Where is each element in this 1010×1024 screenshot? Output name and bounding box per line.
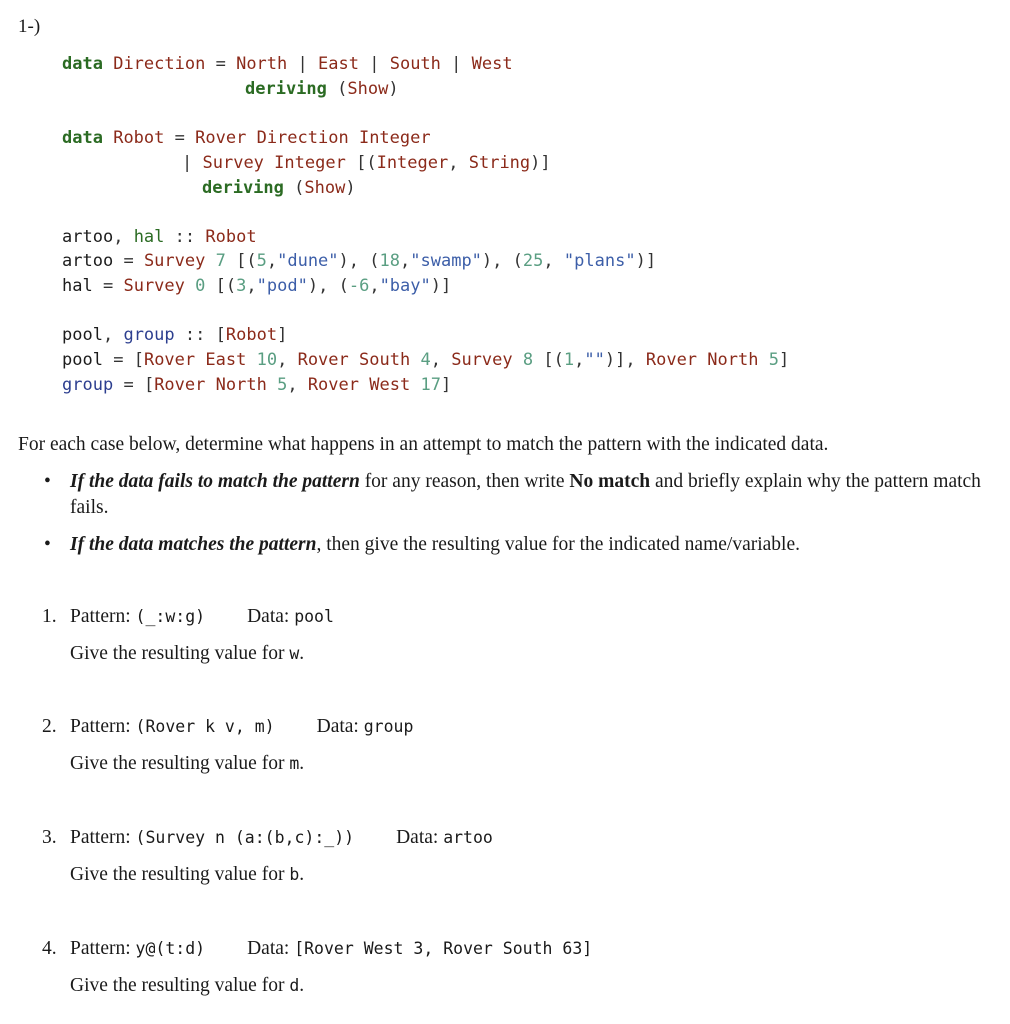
code-token: , (574, 350, 585, 370)
code-line-sig1 (62, 225, 257, 250)
code-token: ] (778, 350, 790, 370)
code-type: East (205, 350, 247, 370)
code-line-sig2 (62, 323, 287, 348)
code-token: ) (345, 178, 356, 198)
code-number: 18 (379, 251, 401, 271)
bullet-dot: • (44, 471, 51, 492)
code-line-artoo-def (62, 249, 656, 274)
intro-text: For each case below, determine what happens in an attempt to match the pattern with the indicated data. (18, 434, 829, 455)
code-type: South (359, 350, 411, 370)
code-type: Rover (195, 128, 247, 148)
code-token: ] (615, 350, 626, 370)
task-pattern-line (70, 938, 592, 960)
code-type: Rover (645, 350, 698, 370)
code-token: | (182, 153, 193, 173)
code-type: Rover (297, 350, 349, 370)
code-token: ) (430, 276, 441, 296)
code-token: ) (307, 276, 319, 296)
code-number: 0 (195, 276, 206, 296)
give-var: w (289, 644, 300, 663)
code-line-hal-def (62, 274, 451, 299)
code-line-robot-decl (62, 126, 431, 151)
code-identifier: hal (133, 227, 165, 247)
code-string: "" (584, 350, 605, 370)
haskell-code-block (62, 0, 790, 395)
give-period: . (299, 643, 305, 664)
code-token: , (102, 325, 114, 345)
bullet2-lead: If the data matches the pattern (70, 534, 317, 555)
code-token: [ (543, 350, 554, 370)
code-type: South (389, 54, 441, 74)
code-number: 17 (420, 375, 441, 395)
code-token: ( (337, 79, 348, 99)
code-token: = (174, 128, 185, 148)
bullet1-tail: and briefly explain why the pattern match fails. (70, 471, 981, 518)
code-type: Robot (205, 227, 257, 247)
code-type: Show (347, 79, 389, 99)
bullet1-lead: If the data fails to match the pattern (70, 471, 360, 492)
task-number: 2. (42, 716, 57, 737)
pattern-label: Pattern: (70, 827, 131, 848)
code-token: , (277, 350, 288, 370)
code-type: North (707, 350, 759, 370)
code-token: [ (236, 251, 247, 271)
pattern-code: (Survey n (a:(b,c):_)) (135, 828, 355, 847)
code-identifier: group (123, 325, 175, 345)
code-number: 5 (256, 251, 267, 271)
code-number: 4 (420, 350, 431, 370)
code-identifier: pool (62, 350, 103, 370)
bullet-text (70, 469, 985, 521)
code-token: : (184, 227, 196, 247)
code-type: Integer (376, 153, 449, 173)
code-token: | (369, 54, 380, 74)
data-label: Data: (316, 716, 359, 737)
bullet1-bold: No match (569, 471, 651, 492)
code-type: Rover (154, 375, 206, 395)
code-token: [ (133, 350, 144, 370)
code-type: North (236, 54, 288, 74)
task-number: 3. (42, 827, 57, 848)
code-token: = (113, 350, 124, 370)
code-number: 8 (522, 350, 534, 370)
pattern-label: Pattern: (70, 938, 131, 959)
code-line-robot-alt (182, 151, 551, 176)
task-number: 1. (42, 606, 57, 627)
code-token: = (123, 375, 134, 395)
code-line-direction-decl (62, 52, 513, 77)
data-label: Data: (247, 606, 290, 627)
task-number: 4. (42, 938, 57, 959)
code-line-direction-deriving (245, 77, 399, 102)
code-identifier: artoo (62, 251, 114, 271)
task-pattern-line (70, 827, 493, 849)
code-token: ( (338, 276, 349, 296)
give-period: . (299, 753, 305, 774)
code-identifier: pool (62, 325, 103, 345)
code-token: ] (645, 251, 657, 271)
code-token: , (246, 276, 257, 296)
code-type: East (318, 54, 359, 74)
data-code: pool (294, 607, 334, 626)
code-type: String (468, 153, 531, 173)
give-var: m (289, 754, 300, 773)
code-type: Survey (451, 350, 513, 370)
code-token: ] (277, 325, 288, 345)
task-give-line (70, 864, 304, 886)
give-var: b (289, 865, 300, 884)
give-text: Give the resulting value for (70, 975, 285, 996)
code-token: , (266, 251, 278, 271)
code-token: , (543, 251, 554, 271)
code-token: , (625, 350, 636, 370)
data-code: artoo (443, 828, 493, 847)
code-identifier: artoo (62, 227, 114, 247)
code-type: Survey (202, 153, 264, 173)
pattern-code: (Rover k v, m) (135, 717, 275, 736)
code-token: , (369, 276, 380, 296)
code-token: ( (246, 251, 257, 271)
code-keyword: data (62, 128, 103, 148)
code-number: 3 (236, 276, 247, 296)
code-token: ( (553, 350, 564, 370)
code-type: Survey (143, 251, 206, 271)
code-token: | (297, 54, 308, 74)
code-number: 5 (768, 350, 779, 370)
code-token: , (318, 276, 329, 296)
code-token: ) (338, 251, 349, 271)
code-token: ] (441, 276, 452, 296)
pattern-code: y@(t:d) (135, 939, 206, 958)
code-token: = (123, 251, 134, 271)
code-number: 5 (277, 375, 288, 395)
task-pattern-line (70, 716, 413, 738)
code-identifier: group (62, 375, 114, 395)
code-type: Survey (123, 276, 185, 296)
code-token: ( (369, 251, 380, 271)
code-token: ) (635, 251, 646, 271)
code-token: | (451, 54, 462, 74)
code-token: , (448, 153, 459, 173)
code-token: , (348, 251, 360, 271)
code-token: = (215, 54, 226, 74)
code-token: ) (530, 153, 541, 173)
code-keyword: deriving (202, 178, 284, 198)
code-token: ) (481, 251, 493, 271)
code-type: Robot (113, 128, 165, 148)
pattern-label: Pattern: (70, 716, 131, 737)
bullet-text (70, 532, 985, 558)
data-code: [Rover West 3, Rover South 63] (294, 939, 593, 958)
code-type: Direction (256, 128, 349, 148)
pattern-code: (_:w:g) (135, 607, 206, 626)
code-token: ( (366, 153, 377, 173)
code-token: ] (440, 375, 452, 395)
code-token: = (102, 276, 114, 296)
code-keyword: deriving (245, 79, 327, 99)
pattern-label: Pattern: (70, 606, 131, 627)
code-line-pool-def (62, 348, 789, 373)
code-string: "pod" (256, 276, 308, 296)
code-number: 7 (215, 251, 226, 271)
code-keyword: data (62, 54, 103, 74)
code-token: : (195, 325, 206, 345)
data-code: group (363, 717, 414, 736)
code-token: ] (540, 153, 551, 173)
code-type: Rover (143, 350, 196, 370)
code-string: "bay" (379, 276, 431, 296)
section-number: 1-) (18, 16, 41, 37)
code-number: 25 (522, 251, 544, 271)
data-label: Data: (396, 827, 439, 848)
bullet2-tail: , then give the resulting value for the indicated name/variable. (316, 534, 800, 555)
code-token: ) (388, 79, 399, 99)
bullet1-mid: for any reason, then write (359, 471, 570, 492)
give-text: Give the resulting value for (70, 864, 285, 885)
code-string: "plans" (563, 251, 636, 271)
give-text: Give the resulting value for (70, 643, 285, 664)
code-number: 10 (256, 350, 278, 370)
code-token: [ (215, 276, 226, 296)
code-type: Show (304, 178, 346, 198)
code-token: , (400, 251, 411, 271)
task-give-line (70, 753, 304, 775)
code-token: [ (143, 375, 155, 395)
task-give-line (70, 975, 304, 997)
code-token: [ (356, 153, 367, 173)
code-token: ( (512, 251, 523, 271)
code-token: : (174, 227, 185, 247)
code-token: , (430, 350, 441, 370)
code-type: West (369, 375, 411, 395)
code-token: , (113, 227, 124, 247)
code-type: Direction (113, 54, 206, 74)
code-token: , (287, 375, 298, 395)
code-type: Robot (225, 325, 278, 345)
code-line-robot-deriving (202, 176, 356, 201)
task-pattern-line (70, 606, 334, 628)
code-identifier: hal (62, 276, 93, 296)
data-label: Data: (247, 938, 290, 959)
code-type: West (471, 54, 513, 74)
code-token: ( (294, 178, 305, 198)
code-line-group-def (62, 373, 451, 398)
code-string: "swamp" (410, 251, 482, 271)
give-period: . (299, 975, 305, 996)
bullet-dot: • (44, 534, 51, 555)
code-number: 1 (563, 350, 575, 370)
code-type: Rover (307, 375, 359, 395)
code-type: Integer (358, 128, 431, 148)
code-token: : (184, 325, 196, 345)
give-var: d (289, 976, 300, 995)
code-token: ) (604, 350, 616, 370)
code-token: [ (215, 325, 226, 345)
code-type: Integer (274, 153, 346, 173)
give-text: Give the resulting value for (70, 753, 285, 774)
give-period: . (299, 864, 305, 885)
code-token: , (492, 251, 503, 271)
code-type: North (215, 375, 267, 395)
code-string: "dune" (277, 251, 339, 271)
code-token: ( (225, 276, 237, 296)
task-give-line (70, 643, 304, 665)
code-number: -6 (348, 276, 370, 296)
